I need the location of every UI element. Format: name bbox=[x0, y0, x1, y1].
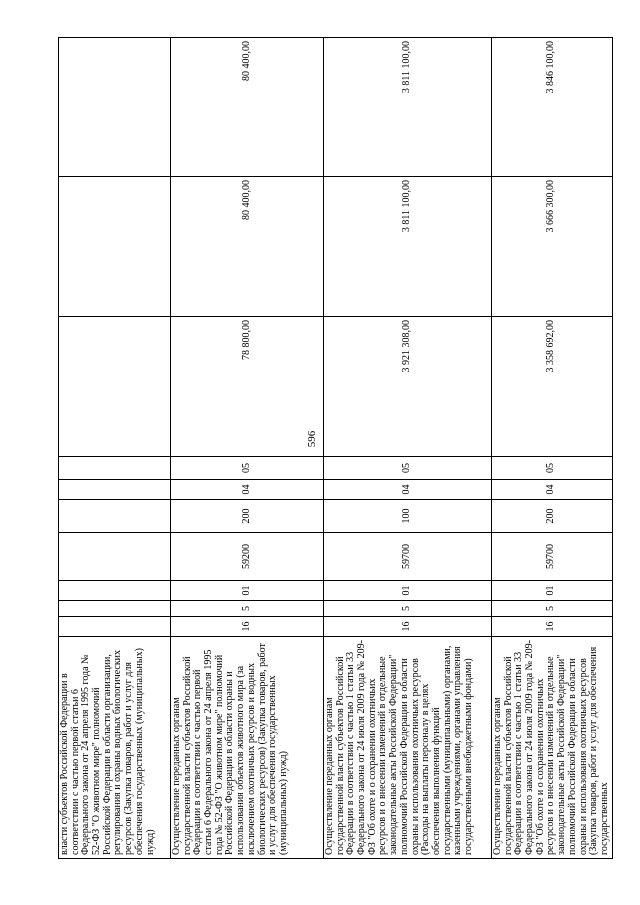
amount-year-3 bbox=[59, 38, 171, 177]
rotated-table-frame bbox=[58, 38, 610, 859]
subsection-number: 05 bbox=[492, 457, 613, 480]
subsection-code bbox=[59, 581, 171, 601]
table-row bbox=[59, 38, 171, 859]
expense-type-code: 100 bbox=[324, 500, 492, 533]
expense-type-code: 200 bbox=[492, 500, 613, 533]
budget-table bbox=[58, 37, 613, 859]
section-number: 04 bbox=[324, 480, 492, 500]
budget-table-container bbox=[58, 38, 610, 859]
table-row bbox=[492, 38, 613, 859]
ministry-code: 16 bbox=[492, 617, 613, 637]
section-code: 5 bbox=[492, 601, 613, 617]
row-description: власти субъектов Российской Федерации в соответствии с частью первой статьи 6 Федерального закона от 24 апреля 1995 года № 52-ФЗ "О животном мире" полномочий Российской Федерации в области организации, регулирования и охраны водных биологических ресурсов (Закупка товаров, работ и услуг для обеспечения государственных (муниципальных) нужд) bbox=[59, 637, 171, 859]
amount-year-1: 3 921 308,00 bbox=[324, 317, 492, 457]
row-description: Осуществление переданных органам государственной власти субъектов Российской Федерации в соответствии с частью 1 статьи 33 Федерального закона от 24 июля 2009 года № 209-ФЗ "Об охоте и о сохранении охотничьих ресурсов и о внесении изменений в отдельные законодательные акты Российской Федерации" полномочий Российской Федерации в области охраны и использования охотничьих ресурсов (Расходы на выплаты персоналу в целях обеспечения выполнения функций государственными (муниципальными) органами, казенными учреждениями, органами управления государственными внебюджетными фондами) bbox=[324, 637, 492, 859]
subsection-code: 01 bbox=[492, 581, 613, 601]
ministry-code: 16 bbox=[324, 617, 492, 637]
amount-year-3: 3 846 100,00 bbox=[492, 38, 613, 177]
subsection-number: 05 bbox=[171, 457, 324, 480]
section-number bbox=[59, 480, 171, 500]
amount-year-2: 80 400,00 bbox=[171, 177, 324, 317]
subsection-code: 01 bbox=[171, 581, 324, 601]
amount-year-3: 80 400,00 bbox=[171, 38, 324, 177]
ministry-code: 16 bbox=[171, 617, 324, 637]
section-number: 04 bbox=[171, 480, 324, 500]
expense-type-code: 200 bbox=[171, 500, 324, 533]
ministry-code bbox=[59, 617, 171, 637]
amount-year-2: 3 666 300,00 bbox=[492, 177, 613, 317]
page-number: 596 bbox=[306, 430, 318, 448]
section-code: 5 bbox=[171, 601, 324, 617]
table-row bbox=[324, 38, 492, 859]
row-description: Осуществление переданных органам государственной власти субъектов Российской Федерации в соответствии с частью 1 статьи 33 Федерального закона от 24 июля 2009 года № 209-ФЗ "Об охоте и о сохранении охотничьих ресурсов и о внесении изменений в отдельные законодательные акты Российской Федерации" полномочий Российской Федерации в области охраны и использования охотничьих ресурсов (Закупка товаров, работ и услуг для обеспечения государственных bbox=[492, 637, 613, 859]
table-row bbox=[171, 38, 324, 859]
section-code bbox=[59, 601, 171, 617]
section-code: 5 bbox=[324, 601, 492, 617]
section-number: 04 bbox=[492, 480, 613, 500]
target-code: 59700 bbox=[492, 533, 613, 581]
amount-year-3: 3 811 100,00 bbox=[324, 38, 492, 177]
expense-type-code bbox=[59, 500, 171, 533]
amount-year-1 bbox=[59, 317, 171, 457]
target-code: 59700 bbox=[324, 533, 492, 581]
amount-year-1: 78 800,00 bbox=[171, 317, 324, 457]
subsection-number bbox=[59, 457, 171, 480]
amount-year-2 bbox=[59, 177, 171, 317]
subsection-code: 01 bbox=[324, 581, 492, 601]
row-description: Осуществление переданных органам государственной власти субъектов Российской Федерации в соответствии с частью первой статьи 6 Федерального закона от 24 апреля 1995 года № 52-ФЗ "О животном мире" полномочий Российской Федерации в области охраны и использования объектов животного мира (за исключением охотничьих ресурсов и водных биологических ресурсов) (Закупка товаров, работ и услуг для обеспечения государственных (муниципальных) нужд) bbox=[171, 637, 324, 859]
amount-year-1: 3 358 692,00 bbox=[492, 317, 613, 457]
target-code: 59200 bbox=[171, 533, 324, 581]
subsection-number: 05 bbox=[324, 457, 492, 480]
target-code bbox=[59, 533, 171, 581]
amount-year-2: 3 811 100,00 bbox=[324, 177, 492, 317]
